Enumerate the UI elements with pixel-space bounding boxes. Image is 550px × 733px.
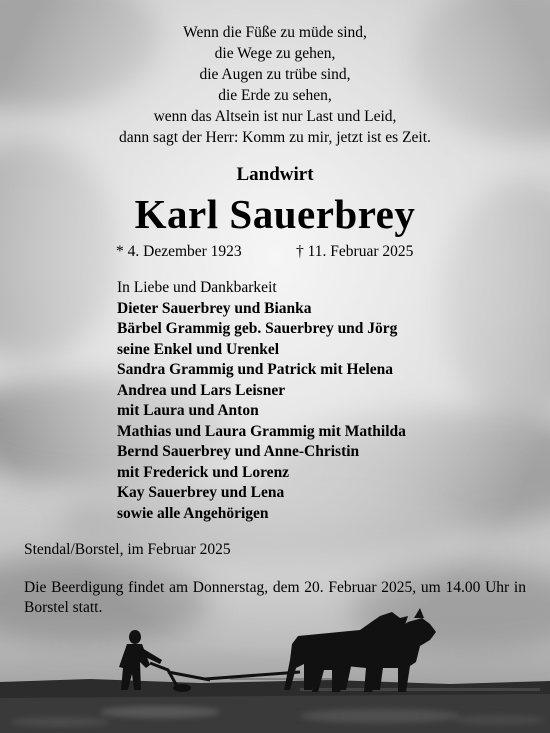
funeral-notice: Die Beerdigung findet am Donnerstag, dem 20. Februar 2025, um 14.00 Uhr in Borstel statt.: [24, 579, 526, 616]
mourner-line: Bernd Sauerbrey und Anne-Christin: [117, 443, 360, 460]
mourners-intro: In Liebe und Dankbarkeit: [117, 279, 277, 296]
deceased-name: Karl Sauerbrey: [134, 191, 416, 237]
mourner-line: Kay Sauerbrey und Lena: [117, 484, 285, 501]
mourner-line: Dieter Sauerbrey und Bianka: [117, 299, 312, 317]
mourner-line: seine Enkel und Urenkel: [117, 340, 280, 358]
profession-label: Landwirt: [236, 164, 314, 185]
mourner-line: Andrea und Lars Leisner: [117, 381, 286, 399]
mourner-line: mit Laura und Anton: [117, 402, 259, 419]
mourner-line: sowie alle Angehörigen: [117, 504, 269, 522]
mourner-line: Bärbel Grammig geb. Sauerbrey und Jörg: [117, 320, 398, 337]
mourner-line: Sandra Grammig und Patrick mit Helena: [117, 361, 393, 378]
birth-date: * 4. Dezember 1923: [116, 243, 242, 260]
mourner-line: mit Frederick und Lorenz: [117, 463, 290, 481]
death-date: † 11. Februar 2025: [296, 243, 414, 260]
poem-line: die Augen zu trübe sind,: [199, 66, 351, 83]
poem-line: dann sagt der Herr: Komm zu mir, jetzt ist es Zeit.: [119, 129, 431, 146]
poem-line: wenn das Altsein ist nur Last und Leid,: [153, 108, 397, 125]
mourner-line: Mathias und Laura Grammig mit Mathilda: [117, 422, 406, 440]
life-dates: [116, 243, 414, 261]
mourners-list: [117, 278, 406, 524]
poem-line: Wenn die Füße zu müde sind,: [183, 24, 367, 41]
poem: [0, 22, 550, 148]
place-and-date: Stendal/Borstel, im Februar 2025: [24, 541, 231, 558]
poem-line: die Erde zu sehen,: [218, 87, 332, 104]
poem-line: die Wege zu gehen,: [214, 45, 336, 62]
